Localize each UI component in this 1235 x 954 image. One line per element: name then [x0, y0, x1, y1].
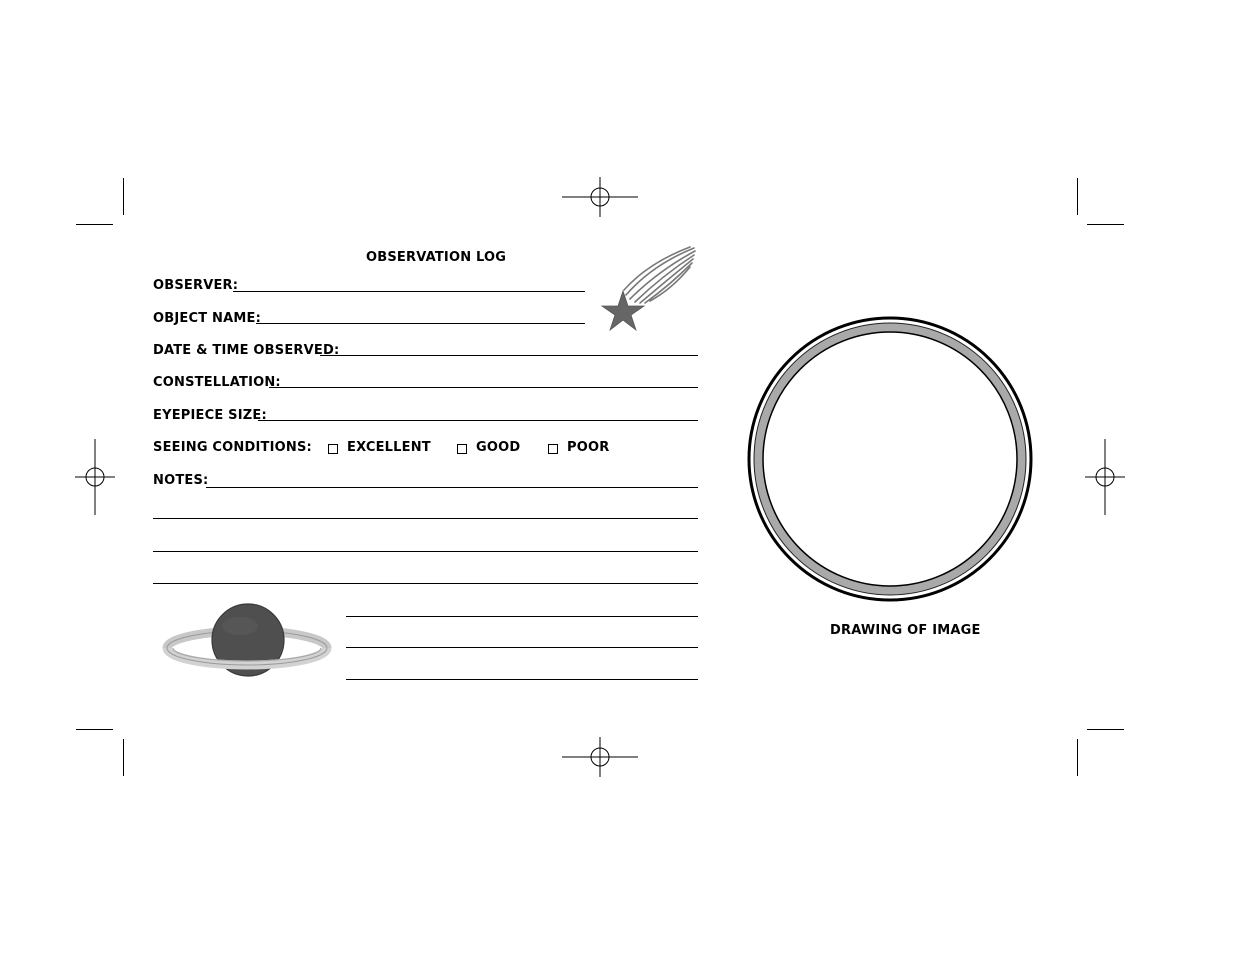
crop-mark — [76, 224, 113, 225]
observer-label: OBSERVER: — [153, 278, 239, 293]
crop-mark — [1087, 224, 1124, 225]
seeing-conditions-label: SEEING CONDITIONS: — [153, 440, 312, 455]
registration-mark-left — [75, 439, 115, 515]
drawing-area[interactable] — [745, 314, 1035, 604]
drawing-caption: DRAWING OF IMAGE — [830, 623, 981, 638]
observer-field[interactable] — [233, 291, 585, 292]
poor-checkbox[interactable] — [548, 444, 558, 454]
object-name-label: OBJECT NAME: — [153, 311, 261, 326]
constellation-label: CONSTELLATION: — [153, 375, 281, 390]
good-label: GOOD — [476, 440, 521, 455]
crop-mark — [1087, 729, 1124, 730]
notes-line[interactable] — [153, 518, 698, 519]
crop-mark — [1077, 739, 1078, 776]
log-title: OBSERVATION LOG — [366, 250, 507, 265]
eyepiece-size-label: EYEPIECE SIZE: — [153, 408, 267, 423]
notes-line[interactable] — [153, 583, 698, 584]
good-checkbox[interactable] — [457, 444, 467, 454]
saturn-icon — [164, 600, 330, 680]
date-time-label: DATE & TIME OBSERVED: — [153, 343, 340, 358]
registration-mark-top — [562, 177, 638, 217]
excellent-label: EXCELLENT — [347, 440, 431, 455]
crop-mark — [123, 178, 124, 215]
crop-mark — [76, 729, 113, 730]
eyepiece-size-field[interactable] — [258, 420, 698, 421]
date-time-field[interactable] — [320, 355, 698, 356]
constellation-field[interactable] — [269, 387, 698, 388]
crop-mark — [123, 739, 124, 776]
shooting-star-icon — [600, 243, 700, 333]
notes-label: NOTES: — [153, 473, 209, 488]
poor-label: POOR — [567, 440, 610, 455]
registration-mark-right — [1085, 439, 1125, 515]
notes-line[interactable] — [346, 616, 698, 617]
object-name-field[interactable] — [256, 323, 585, 324]
crop-mark — [1077, 178, 1078, 215]
notes-line[interactable] — [153, 551, 698, 552]
notes-line[interactable] — [346, 647, 698, 648]
notes-line[interactable] — [346, 679, 698, 680]
excellent-checkbox[interactable] — [328, 444, 338, 454]
registration-mark-bottom — [562, 737, 638, 777]
notes-line[interactable] — [206, 487, 698, 488]
